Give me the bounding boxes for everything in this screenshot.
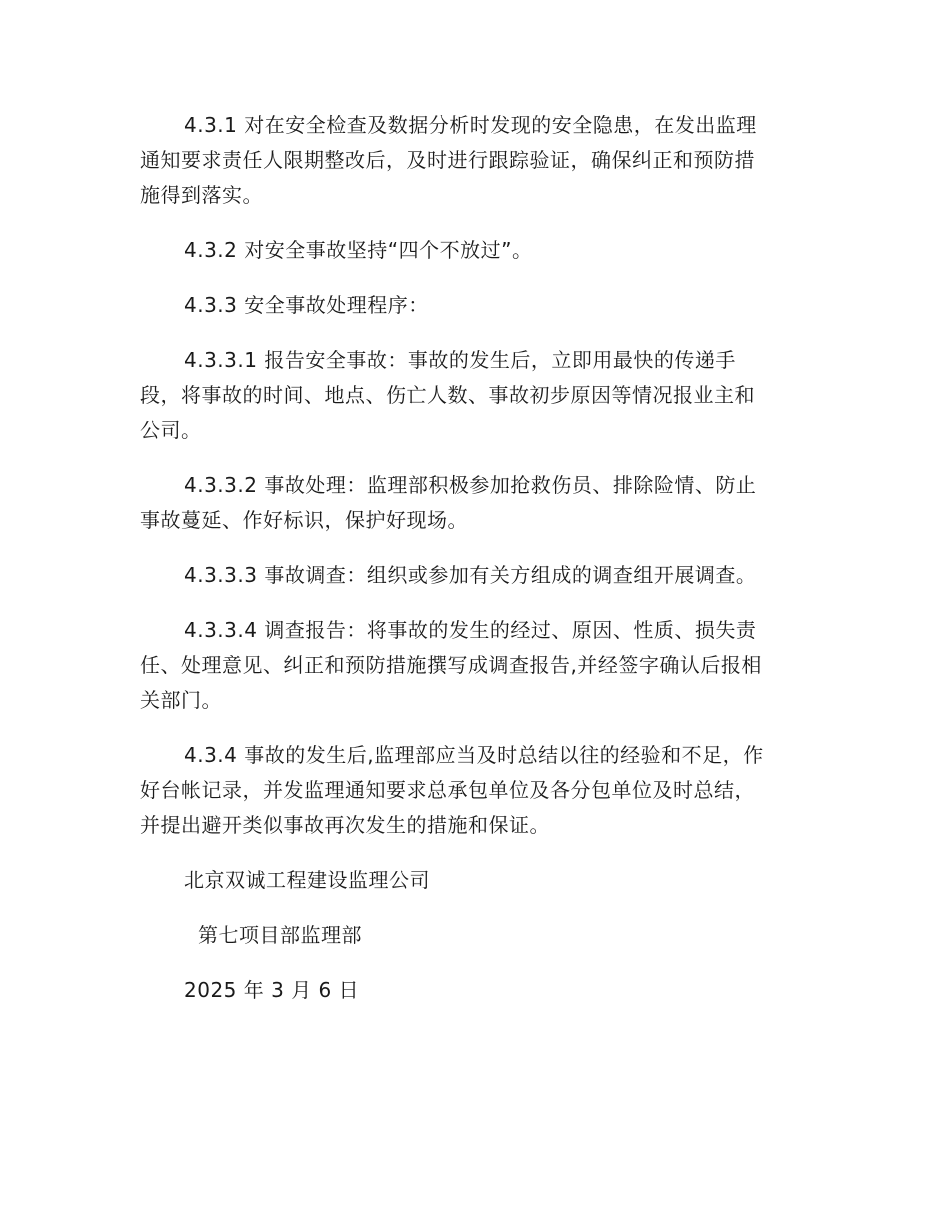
text-line: 施得到落实。 — [140, 183, 263, 207]
signature-department: 第七项目部监理部 — [198, 923, 362, 947]
paragraph-4-3-3-1 — [140, 343, 810, 448]
signature-company: 北京双诚工程建设监理公司 — [184, 868, 430, 892]
text-line: 公司。 — [140, 418, 202, 442]
paragraph-4-3-1 — [140, 108, 810, 213]
text-line: 4.3.2 对安全事故坚持“四个不放过”。 — [184, 238, 533, 262]
signature-date: 2025 年 3 月 6 日 — [184, 978, 360, 1002]
text-line: 4.3.3.3 事故调查：组织或参加有关方组成的调查组开展调查。 — [184, 563, 757, 587]
paragraph-4-3-2 — [140, 233, 810, 268]
text-line: 关部门。 — [140, 688, 222, 712]
text-line: 4.3.3.2 事故处理：监理部积极参加抢救伤员、排除险情、防止 — [184, 473, 757, 497]
text-line: 4.3.4 事故的发生后,监理部应当及时总结以往的经验和不足，作 — [184, 743, 764, 767]
text-line: 任、处理意见、纠正和预防措施撰写成调查报告,并经签字确认后报相 — [140, 653, 762, 677]
paragraph-4-3-3-4 — [140, 613, 810, 718]
text-line: 事故蔓延、作好标识，保护好现场。 — [140, 508, 468, 532]
text-line: 段，将事故的时间、地点、伤亡人数、事故初步原因等情况报业主和 — [140, 383, 755, 407]
text-line: 4.3.3.4 调查报告：将事故的发生的经过、原因、性质、损失责 — [184, 618, 757, 642]
paragraph-4-3-4 — [140, 738, 810, 843]
text-line: 4.3.1 对在安全检查及数据分析时发现的安全隐患，在发出监理 — [184, 113, 757, 137]
text-line: 并提出避开类似事故再次发生的措施和保证。 — [140, 813, 550, 837]
paragraph-4-3-3 — [140, 288, 810, 323]
text-line: 通知要求责任人限期整改后，及时进行跟踪验证，确保纠正和预防措 — [140, 148, 755, 172]
document-page — [140, 108, 810, 1028]
text-line: 4.3.3.1 报告安全事故：事故的发生后，立即用最快的传递手 — [184, 348, 736, 372]
paragraph-4-3-3-3 — [140, 558, 810, 593]
text-line: 4.3.3 安全事故处理程序： — [184, 293, 429, 317]
text-line: 好台帐记录，并发监理通知要求总承包单位及各分包单位及时总结， — [140, 778, 755, 802]
paragraph-4-3-3-2 — [140, 468, 810, 538]
